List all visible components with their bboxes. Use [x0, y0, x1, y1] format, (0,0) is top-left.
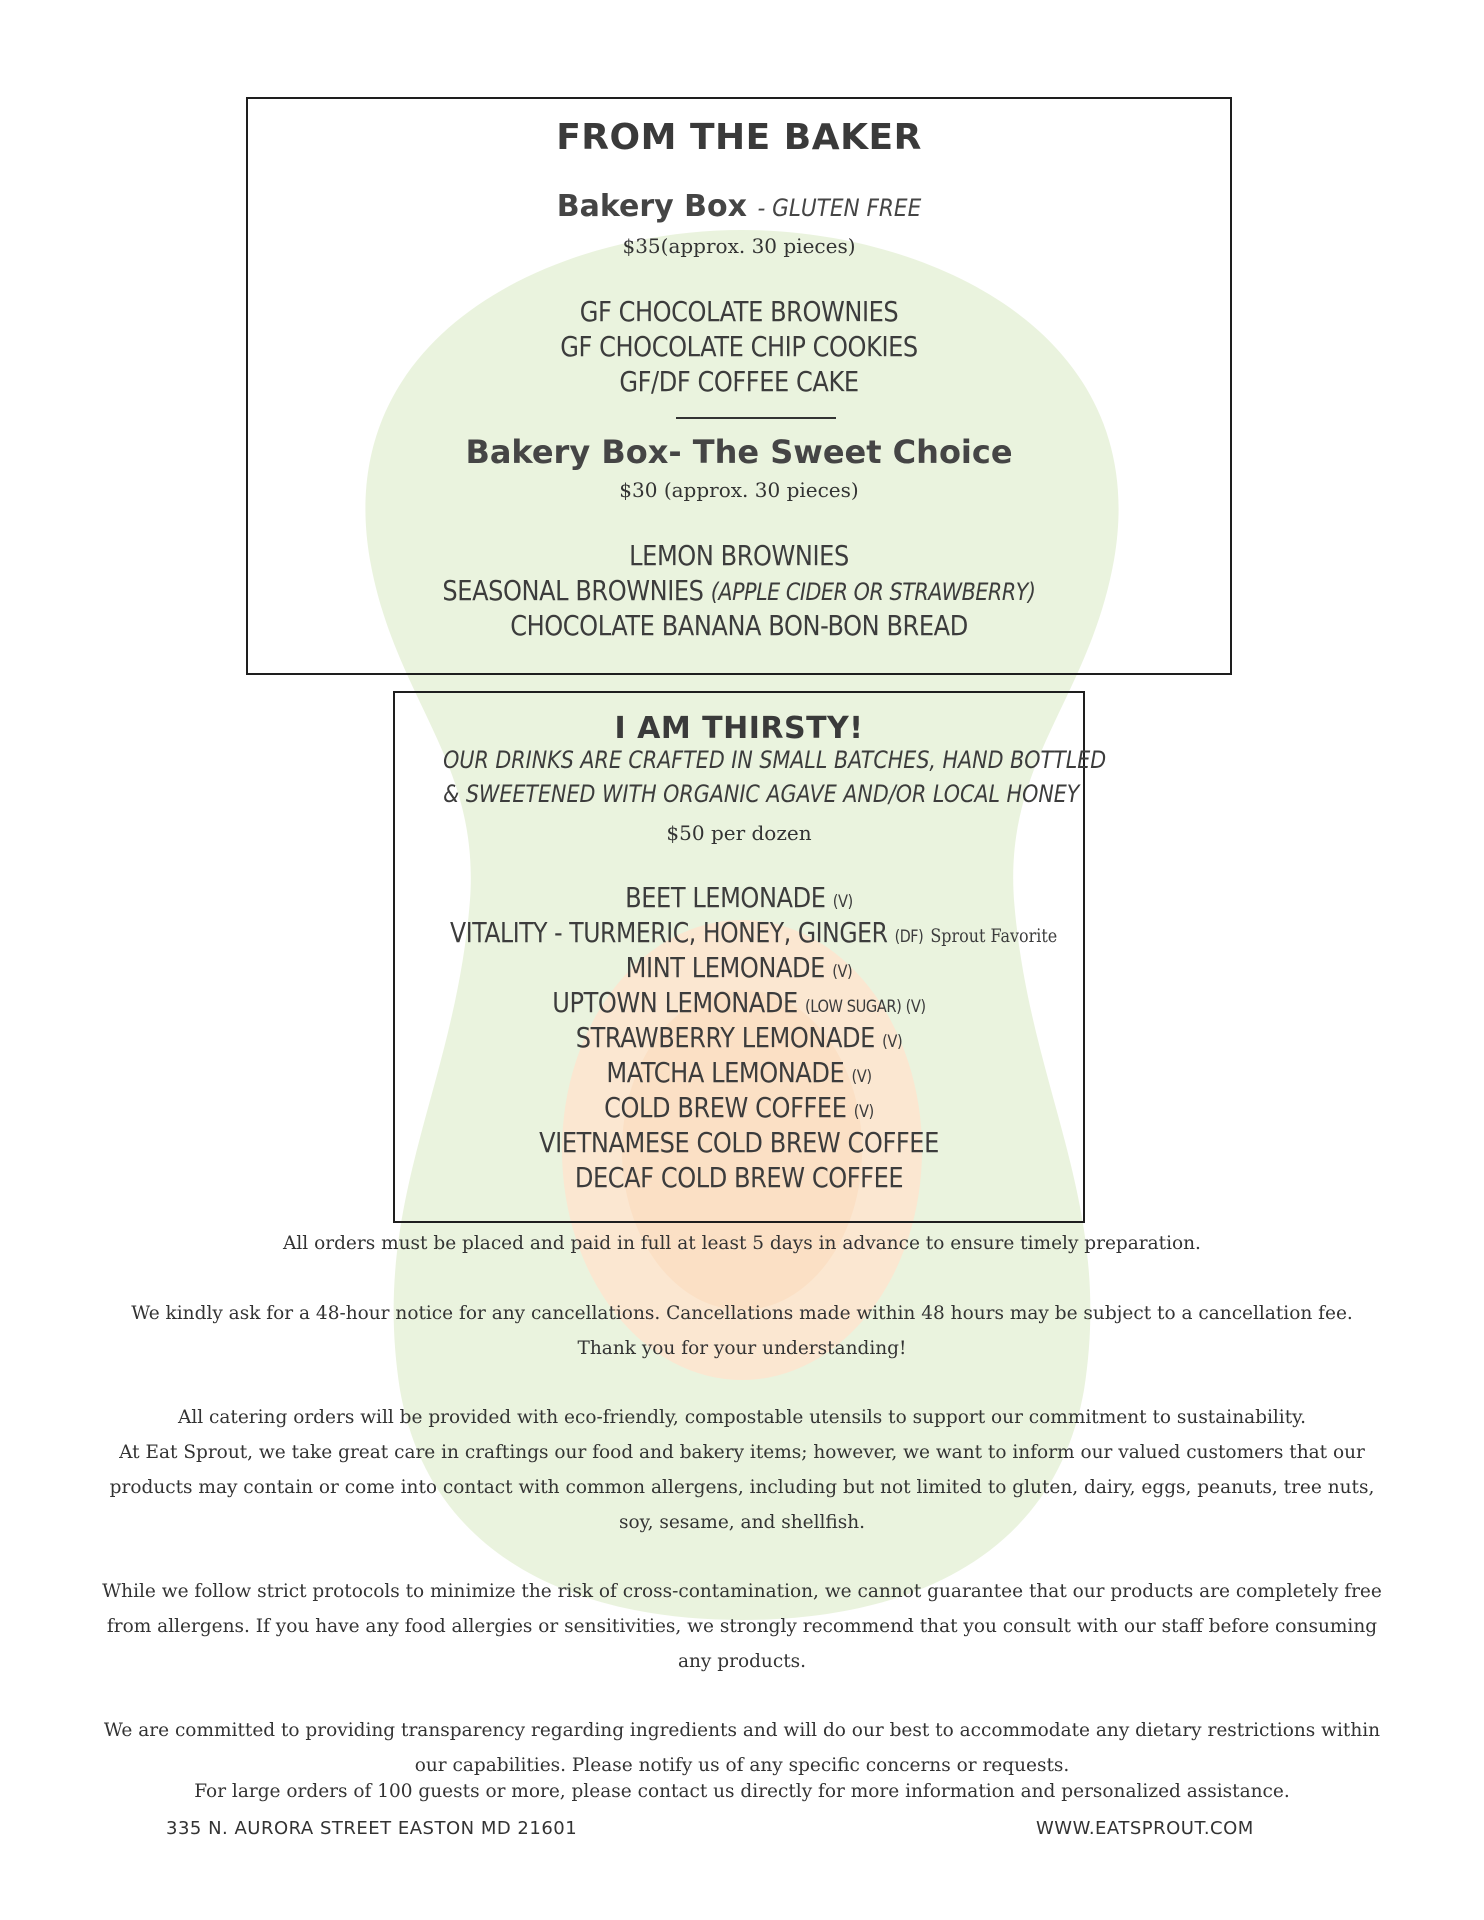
bakery-box-gf-note: - GLUTEN FREE: [757, 194, 922, 222]
policy-thanks: Thank you for your understanding!: [577, 1338, 907, 1359]
drink-tag: (LOW SUGAR) (V): [804, 997, 926, 1017]
sprout-favorite-label: Sprout Favorite: [930, 925, 1058, 947]
footer-address: 335 N. AURORA STREET EASTON MD 21601: [166, 1818, 578, 1839]
policy-utensils: All catering orders will be provided with eco-friendly, compostable utensils to support our commitment to sustainability.: [177, 1407, 1307, 1428]
drinks-subtitle: & SWEETENED WITH ORGANIC AGAVE AND/OR LOCAL HONEY: [443, 780, 1080, 808]
bakery-item-seasonal-note: (APPLE CIDER OR STRAWBERRY): [710, 578, 1036, 606]
drink-item: [443, 881, 1035, 914]
policy-cross-contamination: from allergens. If you have any food allergies or sensitivities, we strongly recommend that you consult with our staff before consuming: [106, 1616, 1378, 1637]
drink-item: [443, 1126, 1035, 1159]
drink-tag: (DF): [894, 927, 924, 947]
bakery-section: [246, 97, 1232, 675]
drink-name: BEET LEMONADE: [625, 881, 826, 914]
drink-item: [443, 1021, 1035, 1054]
policy-advance-order: All orders must be placed and paid in full at least 5 days in advance to ensure timely preparation.: [283, 1233, 1201, 1254]
drink-name: COLD BREW COFFEE: [604, 1091, 847, 1124]
bakery-box-sweet-price: $30 (approx. 30 pieces): [619, 478, 859, 502]
bakery-box-sweet-heading: Bakery Box- The Sweet Choice: [465, 433, 1013, 471]
policy-allergens: soy, sesame, and shellfish.: [618, 1512, 866, 1533]
drink-tag: (V): [882, 1032, 903, 1052]
drink-name: MATCHA LEMONADE: [606, 1056, 845, 1089]
section-divider: [676, 417, 836, 419]
drink-item: [443, 986, 1035, 1019]
drink-item: [443, 1056, 1035, 1089]
bakery-box-gf-price: $35(approx. 30 pieces): [622, 234, 856, 258]
drink-name: VIETNAMESE COLD BREW COFFEE: [539, 1126, 939, 1159]
policy-cross-contamination: any products.: [677, 1651, 807, 1672]
drink-name: STRAWBERRY LEMONADE: [575, 1021, 875, 1054]
drink-item: [450, 916, 1058, 949]
footer-website-link[interactable]: WWW.EATSPROUT.COM: [1036, 1818, 1254, 1839]
drink-item: [443, 1091, 1035, 1124]
bakery-item: CHOCOLATE BANANA BON-BON BREAD: [510, 609, 968, 642]
bakery-title: FROM THE BAKER: [556, 117, 922, 158]
policy-transparency: We are committed to providing transparency regarding ingredients and will do our best to accommodate any dietary restrictions within: [103, 1720, 1381, 1741]
policy-allergens: At Eat Sprout, we take great care in craftings our food and bakery items; however, we want to inform our valued customers that our: [119, 1442, 1365, 1463]
drink-name: UPTOWN LEMONADE: [552, 986, 798, 1019]
bakery-item: LEMON BROWNIES: [629, 539, 849, 572]
policy-cross-contamination: While we follow strict protocols to minimize the risk of cross-contamination, we cannot guarantee that our products are completely free: [102, 1581, 1382, 1602]
bakery-item-seasonal-name: SEASONAL BROWNIES: [442, 574, 704, 607]
drink-tag: (V): [851, 1067, 872, 1087]
policy-large-orders: For large orders of 100 guests or more, please contact us directly for more information and personalized assistance.: [194, 1781, 1290, 1802]
drink-item: [443, 1161, 1035, 1194]
bakery-item-seasonal: [317, 574, 1162, 607]
drink-name: VITALITY - TURMERIC, HONEY, GINGER: [450, 916, 888, 949]
drinks-title: I AM THIRSTY!: [614, 711, 864, 746]
drink-name: DECAF COLD BREW COFFEE: [574, 1161, 904, 1194]
policy-cancellation: We kindly ask for a 48-hour notice for any cancellations. Cancellations made within 48 hours may be subject to a cancellation fee.: [131, 1303, 1353, 1324]
bakery-item: GF/DF COFFEE CAKE: [619, 365, 859, 398]
drinks-subtitle: OUR DRINKS ARE CRAFTED IN SMALL BATCHES, HAND BOTTLED: [443, 746, 1107, 774]
drinks-price: $50 per dozen: [666, 821, 812, 845]
drink-name: MINT LEMONADE: [625, 951, 825, 984]
bakery-item: GF CHOCOLATE BROWNIES: [579, 295, 899, 328]
bakery-box-gf-heading: [248, 189, 1230, 224]
drinks-section: [393, 691, 1107, 1223]
drink-item: [443, 951, 1035, 984]
policy-transparency: our capabilities. Please notify us of any specific concerns or requests.: [414, 1755, 1070, 1776]
bakery-item: GF CHOCOLATE CHIP COOKIES: [560, 330, 918, 363]
drink-tag: (V): [832, 962, 853, 982]
policy-allergens: products may contain or come into contact with common allergens, including but not limited to gluten, dairy, eggs, peanuts, tree nuts,: [109, 1477, 1375, 1498]
drink-tag: (V): [832, 892, 853, 912]
bakery-box-gf-name: Bakery Box: [556, 189, 748, 224]
drink-tag: (V): [853, 1102, 874, 1122]
